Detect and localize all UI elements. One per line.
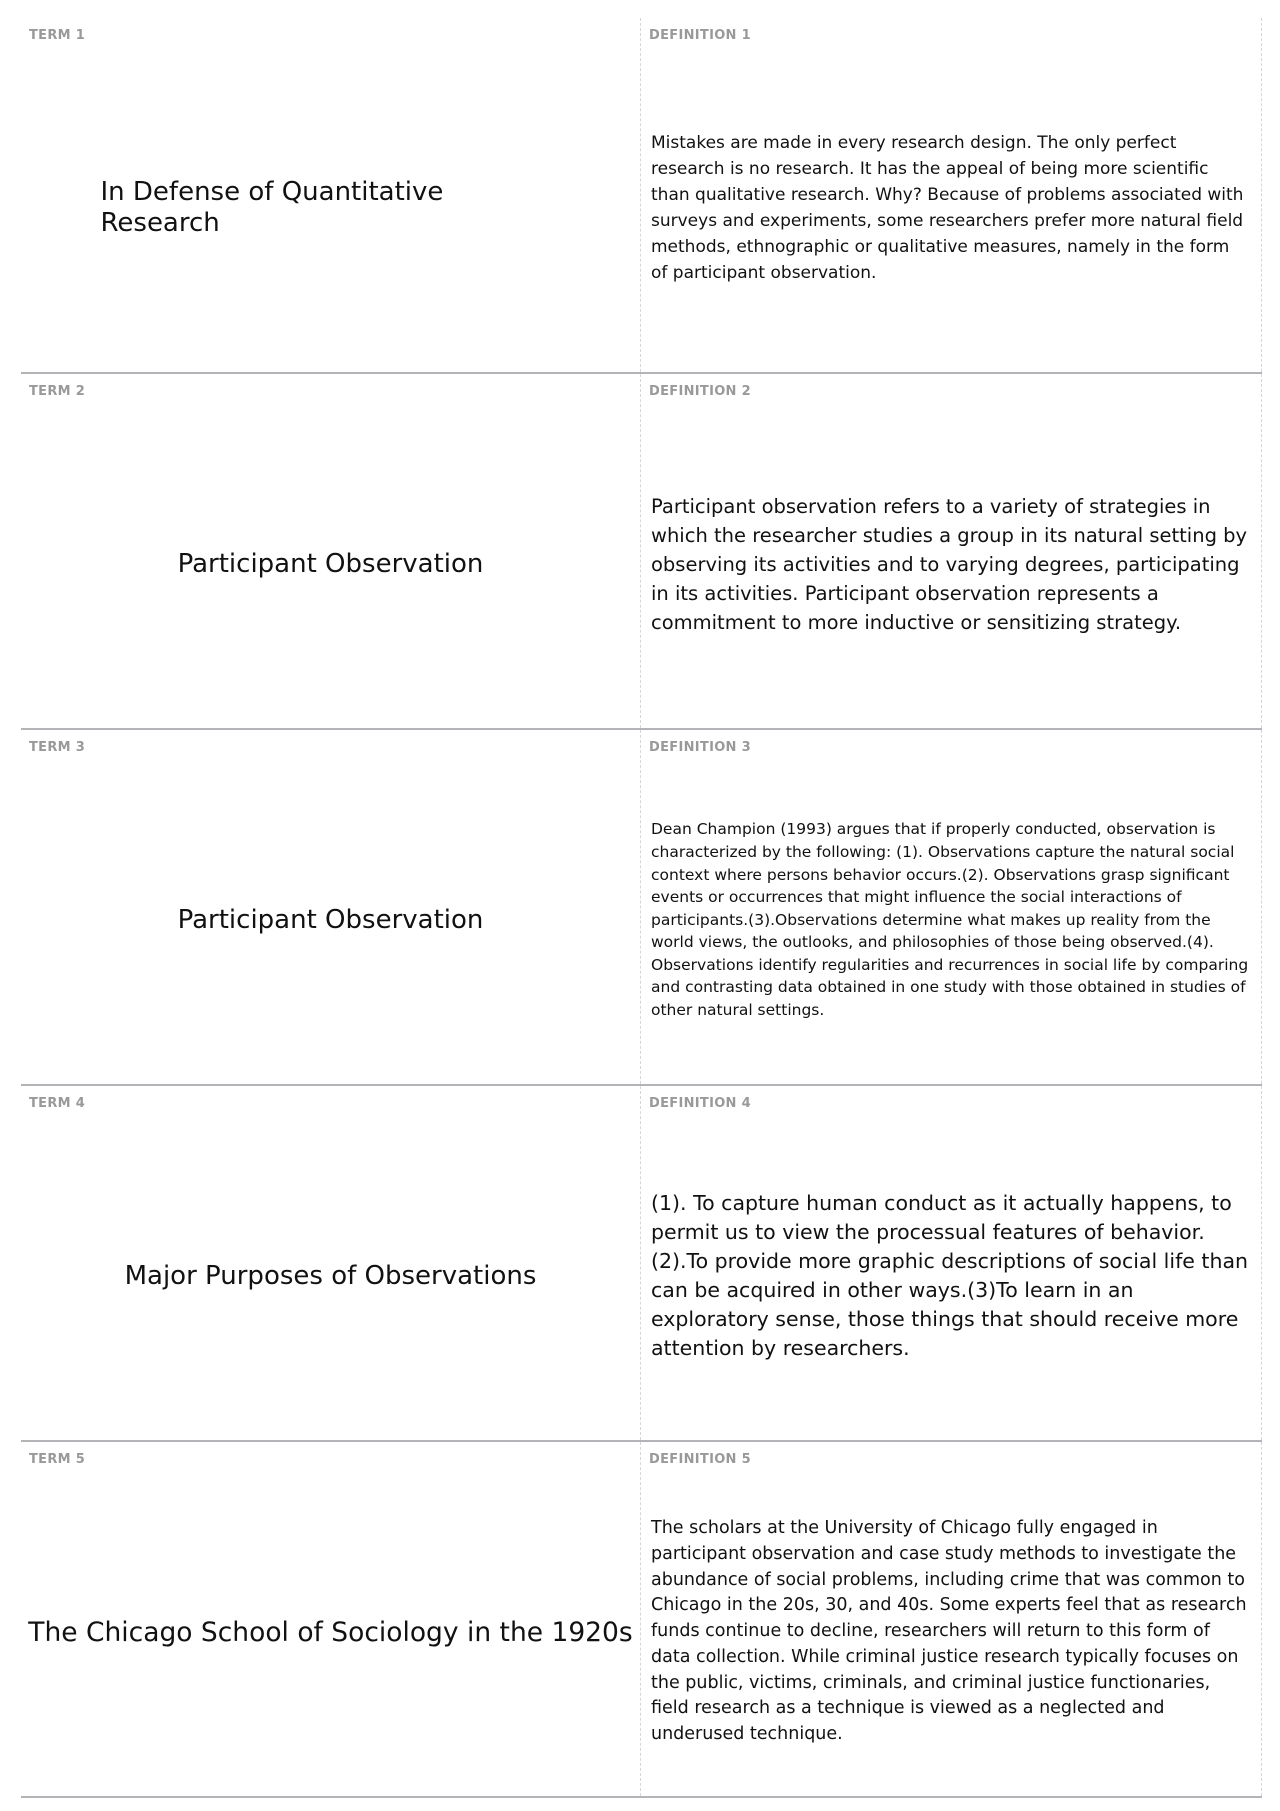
term-text: Participant Observation — [177, 548, 484, 579]
card-row-3 — [21, 730, 1262, 1086]
term-label: TERM 2 — [29, 384, 86, 399]
term-cell — [21, 1086, 640, 1440]
card-row-1 — [21, 18, 1262, 374]
definition-label: DEFINITION 2 — [649, 384, 751, 399]
definition-text: Dean Champion (1993) argues that if properly conducted, observation is characterized by the following: (1). Observations capture the natural social context where persons behavior occurs.(2). Observations grasp significant events or occurrences that might influence the social interactions of participants.(3).Observations determine what makes up reality from the world views, the outlooks, and philosophies of those being observed.(4). Observations identify regularities and recurrences in social life by comparing and contrasting data obtained in one study with those obtained in studies of other natural settings. — [651, 820, 1249, 1020]
term-label: TERM 3 — [29, 740, 86, 755]
flashcard-sheet — [21, 18, 1262, 1798]
definition-cell — [640, 18, 1262, 372]
term-cell — [21, 18, 640, 372]
definition-cell — [640, 1086, 1262, 1440]
definition-label: DEFINITION 4 — [649, 1096, 751, 1111]
term-text: Participant Observation — [177, 904, 484, 935]
definition-text: The scholars at the University of Chicago fully engaged in participant observation and case study methods to investigate the abundance of social problems, including crime that was common to Chicago in the 20s, 30, and 40s. Some experts feel that as research funds continue to decline, researchers will return to this form of data collection. While criminal justice research typically focuses on the public, victims, criminals, and criminal justice functionaries, field research as a technique is viewed as a neglected and underused technique. — [651, 1517, 1247, 1745]
term-label: TERM 4 — [29, 1096, 86, 1111]
term-text: In Defense of Quantitative Research — [100, 177, 444, 238]
definition-text: Participant observation refers to a variety of strategies in which the researcher studies a group in its natural setting by observing its activities and to varying degrees, participating in its activities. Participant observation represents a commitment to more inductive or sensitizing strategy. — [651, 494, 1248, 634]
term-label: TERM 5 — [29, 1452, 86, 1467]
definition-label: DEFINITION 3 — [649, 740, 751, 755]
term-cell — [21, 730, 640, 1084]
card-row-2 — [21, 374, 1262, 730]
definition-cell — [640, 1442, 1262, 1796]
card-row-4 — [21, 1086, 1262, 1442]
term-cell — [21, 374, 640, 728]
card-row-5 — [21, 1442, 1262, 1798]
definition-cell — [640, 374, 1262, 728]
term-text: The Chicago School of Sociology in the 1920s — [28, 1616, 633, 1648]
term-cell — [21, 1442, 640, 1796]
definition-label: DEFINITION 5 — [649, 1452, 751, 1467]
definition-text: (1). To capture human conduct as it actually happens, to permit us to view the processual features of behavior.(2).To provide more graphic descriptions of social life than can be acquired in other ways.(3)To learn in an exploratory sense, those things that should receive more attention by researchers. — [651, 1191, 1249, 1360]
definition-label: DEFINITION 1 — [649, 28, 751, 43]
term-label: TERM 1 — [29, 28, 86, 43]
definition-text: Mistakes are made in every research design. The only perfect research is no research. It has the appeal of being more scientific than qualitative research. Why? Because of problems associated with surveys and experiments, some researchers prefer more natural field methods, ethnographic or qualitative measures, namely in the form of participant observation. — [651, 133, 1244, 283]
definition-cell — [640, 730, 1262, 1084]
term-text: Major Purposes of Observations — [124, 1260, 537, 1291]
